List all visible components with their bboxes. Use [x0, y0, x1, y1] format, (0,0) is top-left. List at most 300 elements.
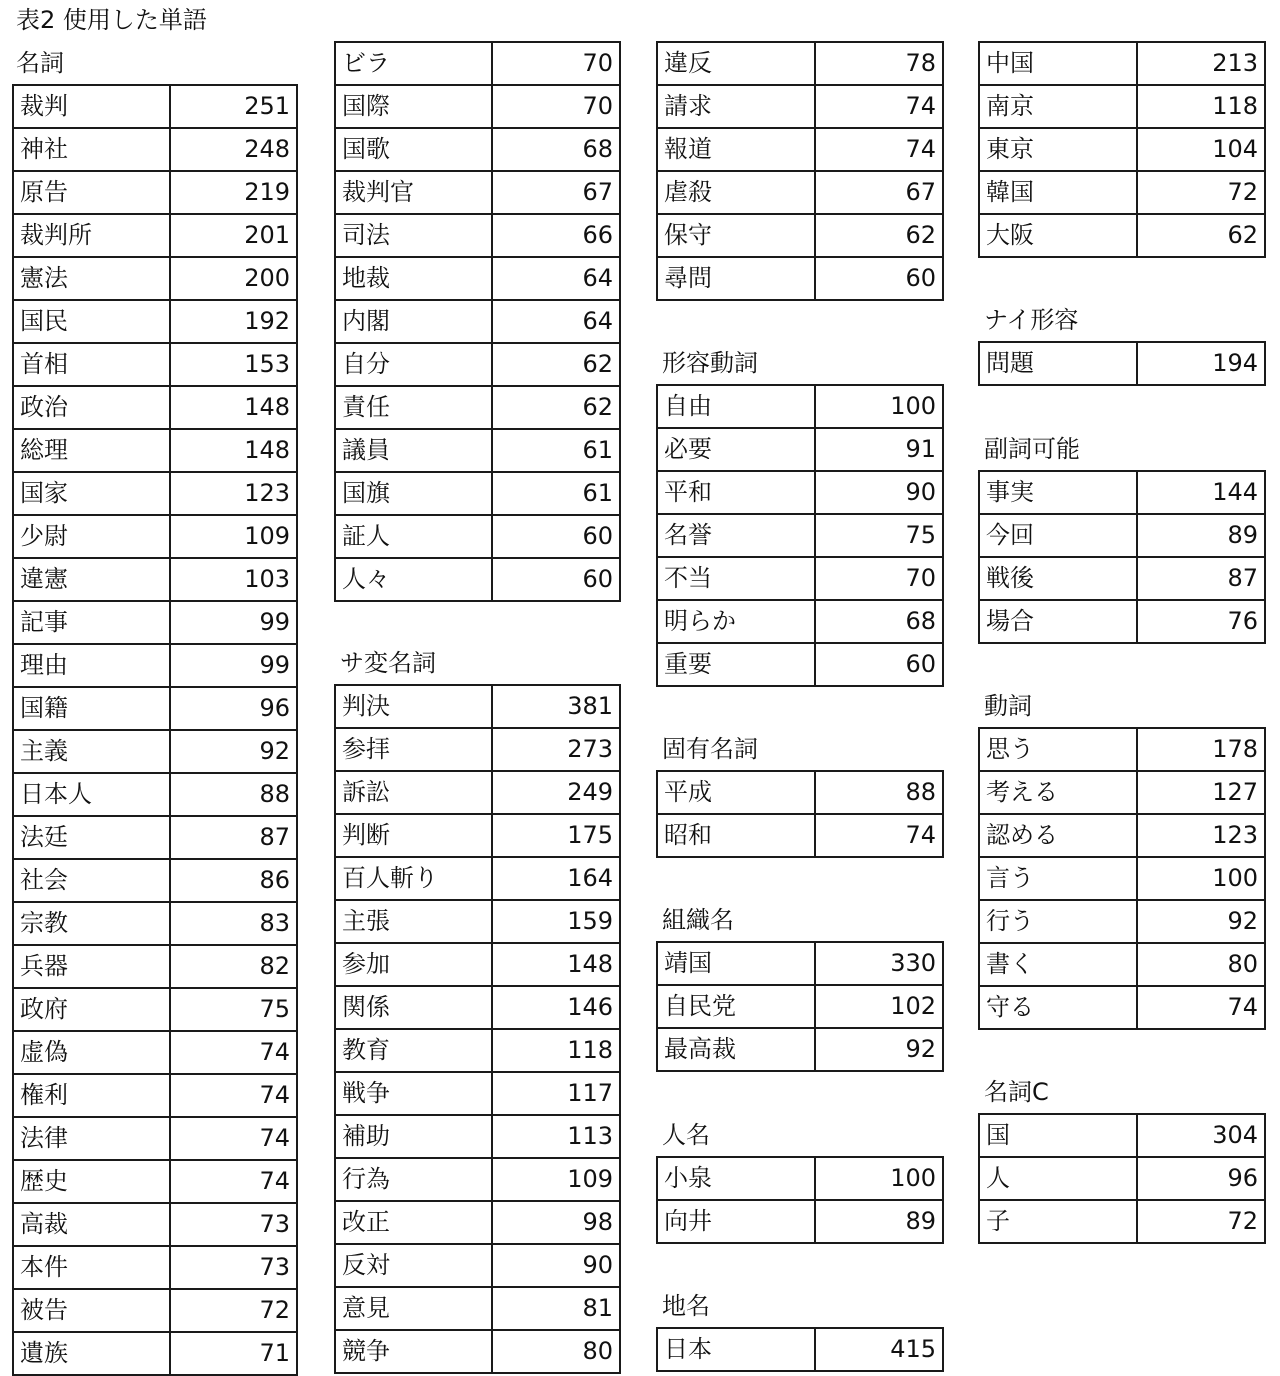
count-cell: 100	[815, 1157, 943, 1200]
table-row	[13, 988, 297, 1031]
table-row	[13, 687, 297, 730]
table-row	[13, 644, 297, 687]
count-cell: 74	[170, 1160, 297, 1203]
count-cell: 91	[815, 428, 943, 471]
word-cell: 保守	[657, 214, 815, 257]
word-cell: 裁判官	[335, 171, 492, 214]
word-cell: 司法	[335, 214, 492, 257]
word-cell: 人	[979, 1157, 1137, 1200]
table-row	[979, 171, 1265, 214]
word-cell: 裁判所	[13, 214, 170, 257]
word-cell: 自由	[657, 385, 815, 428]
table-row	[657, 428, 943, 471]
count-cell: 82	[170, 945, 297, 988]
word-cell: 遺族	[13, 1332, 170, 1375]
word-cell: 最高裁	[657, 1028, 815, 1071]
word-table-sahen-noun	[334, 684, 621, 1374]
count-cell: 100	[1137, 857, 1265, 900]
word-cell: 議員	[335, 429, 492, 472]
word-cell: 主張	[335, 900, 492, 943]
word-cell: 問題	[979, 342, 1137, 385]
count-cell: 60	[492, 558, 620, 601]
count-cell: 192	[170, 300, 297, 343]
word-cell: 戦争	[335, 1072, 492, 1115]
word-cell: 言う	[979, 857, 1137, 900]
table-row	[657, 471, 943, 514]
count-cell: 96	[170, 687, 297, 730]
count-cell: 109	[170, 515, 297, 558]
count-cell: 103	[170, 558, 297, 601]
table-row	[335, 171, 620, 214]
table-row	[335, 128, 620, 171]
count-cell: 89	[815, 1200, 943, 1243]
count-cell: 74	[170, 1117, 297, 1160]
table-row	[979, 128, 1265, 171]
count-cell: 62	[492, 386, 620, 429]
word-cell: 裁判	[13, 85, 170, 128]
count-cell: 83	[170, 902, 297, 945]
count-cell: 381	[492, 685, 620, 728]
count-cell: 159	[492, 900, 620, 943]
table-row	[13, 1246, 297, 1289]
table-row	[13, 300, 297, 343]
word-cell: 日本	[657, 1328, 815, 1371]
table-row	[657, 257, 943, 300]
table-row	[979, 1157, 1265, 1200]
table-row	[657, 942, 943, 985]
table-row	[335, 214, 620, 257]
count-cell: 81	[492, 1287, 620, 1330]
count-cell: 72	[170, 1289, 297, 1332]
table-row	[13, 816, 297, 859]
count-cell: 304	[1137, 1114, 1265, 1157]
table-row	[657, 1200, 943, 1243]
count-cell: 164	[492, 857, 620, 900]
count-cell: 200	[170, 257, 297, 300]
count-cell: 62	[1137, 214, 1265, 257]
table-row	[335, 515, 620, 558]
table-row	[335, 1330, 620, 1373]
count-cell: 67	[815, 171, 943, 214]
table-row	[335, 685, 620, 728]
word-cell: 向井	[657, 1200, 815, 1243]
count-cell: 248	[170, 128, 297, 171]
count-cell: 123	[1137, 814, 1265, 857]
count-cell: 201	[170, 214, 297, 257]
word-cell: 被告	[13, 1289, 170, 1332]
table-row	[335, 900, 620, 943]
count-cell: 70	[492, 85, 620, 128]
word-cell: 守る	[979, 986, 1137, 1029]
group-heading-organization: 組織名	[662, 906, 734, 934]
group-heading-adjectival-noun: 形容動詞	[662, 349, 758, 377]
table-row	[13, 1160, 297, 1203]
count-cell: 89	[1137, 514, 1265, 557]
count-cell: 61	[492, 429, 620, 472]
group-heading-proper-noun: 固有名詞	[662, 735, 758, 763]
word-cell: 請求	[657, 85, 815, 128]
count-cell: 213	[1137, 42, 1265, 85]
word-cell: 日本人	[13, 773, 170, 816]
word-cell: 書く	[979, 943, 1137, 986]
count-cell: 100	[815, 385, 943, 428]
table-row	[979, 986, 1265, 1029]
table-row	[979, 1114, 1265, 1157]
count-cell: 64	[492, 257, 620, 300]
word-cell: 今回	[979, 514, 1137, 557]
word-cell: 平成	[657, 771, 815, 814]
word-cell: 尋問	[657, 257, 815, 300]
count-cell: 80	[1137, 943, 1265, 986]
count-cell: 144	[1137, 471, 1265, 514]
count-cell: 75	[170, 988, 297, 1031]
word-cell: 内閣	[335, 300, 492, 343]
table-row	[335, 300, 620, 343]
table-row	[335, 386, 620, 429]
count-cell: 70	[815, 557, 943, 600]
count-cell: 64	[492, 300, 620, 343]
word-table-place-name-continued	[978, 41, 1266, 258]
count-cell: 60	[815, 643, 943, 686]
table-row	[335, 85, 620, 128]
count-cell: 72	[1137, 171, 1265, 214]
table-row	[13, 1074, 297, 1117]
table-row	[335, 728, 620, 771]
table-row	[335, 943, 620, 986]
table-row	[335, 1201, 620, 1244]
word-cell: 改正	[335, 1201, 492, 1244]
count-cell: 219	[170, 171, 297, 214]
count-cell: 273	[492, 728, 620, 771]
count-cell: 74	[815, 128, 943, 171]
count-cell: 113	[492, 1115, 620, 1158]
word-cell: 参加	[335, 943, 492, 986]
word-table-verb	[978, 727, 1266, 1030]
word-cell: 百人斬り	[335, 857, 492, 900]
count-cell: 146	[492, 986, 620, 1029]
count-cell: 74	[815, 85, 943, 128]
table-row	[979, 771, 1265, 814]
table-row	[657, 128, 943, 171]
word-cell: 自民党	[657, 985, 815, 1028]
count-cell: 88	[815, 771, 943, 814]
word-cell: 判決	[335, 685, 492, 728]
table-row	[335, 343, 620, 386]
word-cell: 国際	[335, 85, 492, 128]
table-row	[979, 42, 1265, 85]
table-row	[335, 814, 620, 857]
count-cell: 118	[492, 1029, 620, 1072]
word-cell: 競争	[335, 1330, 492, 1373]
word-table-noun-c	[978, 1113, 1266, 1244]
word-cell: 戦後	[979, 557, 1137, 600]
word-cell: 補助	[335, 1115, 492, 1158]
word-cell: 訴訟	[335, 771, 492, 814]
word-table-noun	[12, 84, 298, 1376]
table-row	[979, 557, 1265, 600]
table-row	[335, 1158, 620, 1201]
count-cell: 66	[492, 214, 620, 257]
table-row	[13, 386, 297, 429]
table-row	[657, 385, 943, 428]
table-row	[335, 1115, 620, 1158]
word-table-adjectival-noun	[656, 384, 944, 687]
table-row	[335, 771, 620, 814]
count-cell: 62	[815, 214, 943, 257]
word-cell: 明らか	[657, 600, 815, 643]
count-cell: 127	[1137, 771, 1265, 814]
count-cell: 104	[1137, 128, 1265, 171]
table-row	[657, 985, 943, 1028]
count-cell: 67	[492, 171, 620, 214]
word-cell: 政府	[13, 988, 170, 1031]
table-row	[335, 558, 620, 601]
word-cell: 行う	[979, 900, 1137, 943]
count-cell: 99	[170, 601, 297, 644]
word-cell: 社会	[13, 859, 170, 902]
table-row	[335, 1287, 620, 1330]
word-cell: 反対	[335, 1244, 492, 1287]
table-row	[13, 1332, 297, 1375]
count-cell: 76	[1137, 600, 1265, 643]
word-table-adverbial-noun	[978, 470, 1266, 644]
page-title: 表2 使用した単語	[16, 6, 207, 34]
count-cell: 96	[1137, 1157, 1265, 1200]
table-row	[657, 643, 943, 686]
table-row	[657, 1328, 943, 1371]
count-cell: 99	[170, 644, 297, 687]
group-heading-adverbial-noun: 副詞可能	[984, 435, 1080, 463]
word-cell: 考える	[979, 771, 1137, 814]
word-cell: 参拝	[335, 728, 492, 771]
table-row	[13, 429, 297, 472]
word-cell: 宗教	[13, 902, 170, 945]
count-cell: 78	[815, 42, 943, 85]
count-cell: 71	[170, 1332, 297, 1375]
word-cell: 国歌	[335, 128, 492, 171]
table-row	[979, 600, 1265, 643]
word-cell: 虐殺	[657, 171, 815, 214]
count-cell: 70	[492, 42, 620, 85]
word-cell: 韓国	[979, 171, 1137, 214]
count-cell: 148	[170, 429, 297, 472]
word-cell: 関係	[335, 986, 492, 1029]
count-cell: 148	[170, 386, 297, 429]
word-cell: 教育	[335, 1029, 492, 1072]
count-cell: 61	[492, 472, 620, 515]
count-cell: 109	[492, 1158, 620, 1201]
table-row	[979, 857, 1265, 900]
table-row	[335, 257, 620, 300]
word-cell: 思う	[979, 728, 1137, 771]
group-heading-nai-adjective: ナイ形容	[984, 306, 1079, 334]
table-row	[979, 471, 1265, 514]
table-row	[979, 1200, 1265, 1243]
word-table-place-name	[656, 1327, 944, 1372]
word-cell: 中国	[979, 42, 1137, 85]
group-heading-person-name: 人名	[662, 1121, 710, 1149]
word-cell: 南京	[979, 85, 1137, 128]
table-row	[979, 900, 1265, 943]
word-cell: 大阪	[979, 214, 1137, 257]
table-row	[979, 342, 1265, 385]
word-cell: 認める	[979, 814, 1137, 857]
table-row	[13, 859, 297, 902]
table-row	[335, 1244, 620, 1287]
count-cell: 88	[170, 773, 297, 816]
count-cell: 60	[492, 515, 620, 558]
table-row	[979, 943, 1265, 986]
group-heading-place-name: 地名	[662, 1292, 710, 1320]
table-row	[13, 1203, 297, 1246]
table-row	[657, 42, 943, 85]
count-cell: 178	[1137, 728, 1265, 771]
table-row	[13, 472, 297, 515]
word-cell: 子	[979, 1200, 1137, 1243]
word-cell: 地裁	[335, 257, 492, 300]
word-cell: 憲法	[13, 257, 170, 300]
table-row	[335, 986, 620, 1029]
count-cell: 148	[492, 943, 620, 986]
table-row	[657, 557, 943, 600]
table-row	[13, 558, 297, 601]
count-cell: 68	[815, 600, 943, 643]
table-row	[13, 730, 297, 773]
word-cell: 行為	[335, 1158, 492, 1201]
word-table-nai-adjective	[978, 341, 1266, 386]
word-cell: 事実	[979, 471, 1137, 514]
word-cell: 不当	[657, 557, 815, 600]
table-row	[657, 85, 943, 128]
word-cell: 政治	[13, 386, 170, 429]
word-cell: 権利	[13, 1074, 170, 1117]
table-row	[13, 773, 297, 816]
count-cell: 74	[815, 814, 943, 857]
count-cell: 175	[492, 814, 620, 857]
table-row	[657, 1028, 943, 1071]
word-cell: 名誉	[657, 514, 815, 557]
group-heading-noun: 名詞	[16, 49, 64, 77]
word-cell: 法律	[13, 1117, 170, 1160]
count-cell: 62	[492, 343, 620, 386]
table-row	[979, 514, 1265, 557]
table-row	[657, 514, 943, 557]
table-row	[13, 171, 297, 214]
count-cell: 102	[815, 985, 943, 1028]
count-cell: 98	[492, 1201, 620, 1244]
word-cell: 自分	[335, 343, 492, 386]
word-cell: 平和	[657, 471, 815, 514]
word-cell: 証人	[335, 515, 492, 558]
count-cell: 249	[492, 771, 620, 814]
word-cell: 国民	[13, 300, 170, 343]
count-cell: 194	[1137, 342, 1265, 385]
count-cell: 92	[170, 730, 297, 773]
table-row	[13, 515, 297, 558]
word-cell: 国家	[13, 472, 170, 515]
table-row	[657, 814, 943, 857]
word-cell: 国	[979, 1114, 1137, 1157]
count-cell: 153	[170, 343, 297, 386]
count-cell: 86	[170, 859, 297, 902]
word-cell: 記事	[13, 601, 170, 644]
table-row	[657, 600, 943, 643]
count-cell: 73	[170, 1246, 297, 1289]
word-cell: 主義	[13, 730, 170, 773]
table-row	[13, 128, 297, 171]
word-cell: 意見	[335, 1287, 492, 1330]
word-table-noun-continued	[334, 41, 621, 602]
word-cell: 本件	[13, 1246, 170, 1289]
word-table-organization	[656, 941, 944, 1072]
word-cell: 人々	[335, 558, 492, 601]
word-cell: 違憲	[13, 558, 170, 601]
word-table-sahen-noun-continued	[656, 41, 944, 301]
word-cell: 重要	[657, 643, 815, 686]
table-row	[13, 902, 297, 945]
word-cell: 高裁	[13, 1203, 170, 1246]
count-cell: 74	[170, 1031, 297, 1074]
table-row	[13, 1289, 297, 1332]
word-cell: 靖国	[657, 942, 815, 985]
count-cell: 90	[492, 1244, 620, 1287]
word-table-person-name	[656, 1156, 944, 1244]
word-cell: 総理	[13, 429, 170, 472]
count-cell: 60	[815, 257, 943, 300]
word-cell: 昭和	[657, 814, 815, 857]
word-cell: 国籍	[13, 687, 170, 730]
word-cell: 兵器	[13, 945, 170, 988]
word-cell: 報道	[657, 128, 815, 171]
count-cell: 68	[492, 128, 620, 171]
table-row	[13, 1117, 297, 1160]
word-table-proper-noun	[656, 770, 944, 858]
word-cell: 小泉	[657, 1157, 815, 1200]
table-row	[979, 728, 1265, 771]
table-row	[13, 343, 297, 386]
count-cell: 415	[815, 1328, 943, 1371]
count-cell: 118	[1137, 85, 1265, 128]
word-cell: 法廷	[13, 816, 170, 859]
count-cell: 251	[170, 85, 297, 128]
count-cell: 330	[815, 942, 943, 985]
word-cell: 少尉	[13, 515, 170, 558]
count-cell: 87	[170, 816, 297, 859]
group-heading-noun-c: 名詞C	[984, 1078, 1049, 1106]
word-cell: 虚偽	[13, 1031, 170, 1074]
count-cell: 73	[170, 1203, 297, 1246]
table-row	[13, 257, 297, 300]
word-cell: 責任	[335, 386, 492, 429]
count-cell: 87	[1137, 557, 1265, 600]
table-row	[13, 214, 297, 257]
table-row	[335, 429, 620, 472]
table-row	[979, 214, 1265, 257]
word-cell: 必要	[657, 428, 815, 471]
table-row	[335, 1072, 620, 1115]
table-row	[13, 85, 297, 128]
word-cell: 原告	[13, 171, 170, 214]
word-cell: 理由	[13, 644, 170, 687]
table-row	[335, 42, 620, 85]
table-row	[657, 214, 943, 257]
count-cell: 90	[815, 471, 943, 514]
group-heading-verb: 動詞	[984, 692, 1032, 720]
count-cell: 74	[1137, 986, 1265, 1029]
table-row	[13, 945, 297, 988]
word-cell: 歴史	[13, 1160, 170, 1203]
word-cell: 首相	[13, 343, 170, 386]
